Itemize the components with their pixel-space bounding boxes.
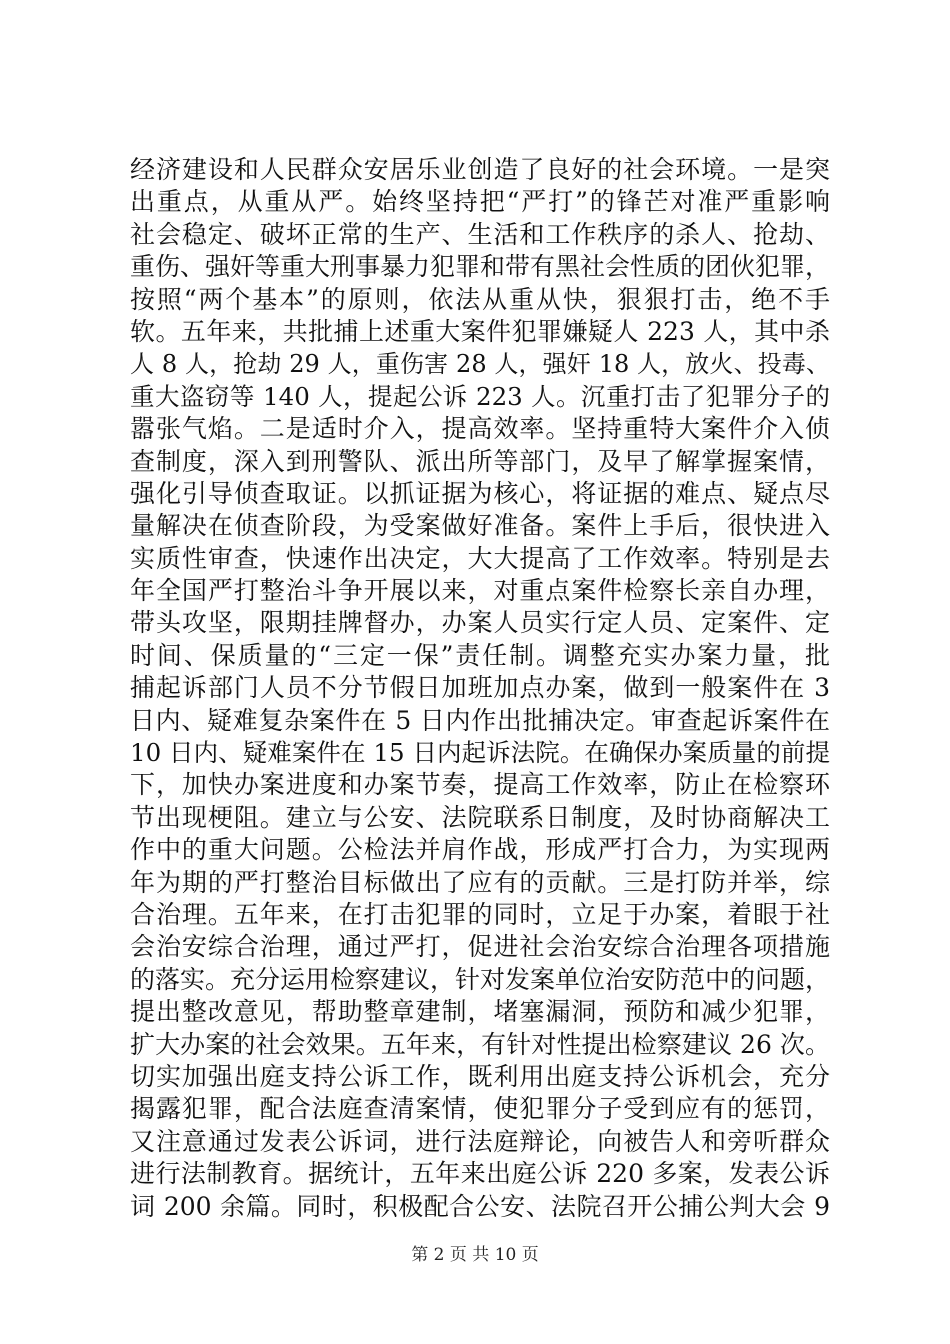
- text-line: 节出现梗阻。建立与公安、法院联系日制度，及时协商解决工: [130, 802, 830, 832]
- text-line: 年为期的严打整治目标做出了应有的贡献。三是打防并举，综: [130, 867, 830, 897]
- text-line: 的落实。充分运用检察建议，针对发案单位治安防范中的问题，: [130, 964, 831, 994]
- text-line: 嚣张气焰。二是适时介入，提高效率。坚持重特大案件介入侦: [130, 414, 830, 444]
- text-line: 时间、保质量的“三定一保”责任制。调整充实办案力量，批: [130, 640, 830, 670]
- page-footer: [0, 1240, 950, 1265]
- text-line: 揭露犯罪，配合法庭查清案情，使犯罪分子受到应有的惩罚，: [130, 1094, 830, 1124]
- text-line: 作中的重大问题。公检法并肩作战，形成严打合力，为实现两: [130, 835, 830, 865]
- text-line: 强化引导侦查取证。以抓证据为核心，将证据的难点、疑点尽: [130, 478, 830, 508]
- text-line: 经济建设和人民群众安居乐业创造了良好的社会环境。一是突: [130, 155, 830, 184]
- text-line: 扩大办案的社会效果。五年来，有针对性提出检察建议 26 次。: [130, 1029, 830, 1059]
- text-line: 带头攻坚，限期挂牌督办，办案人员实行定人员、定案件、定: [130, 608, 830, 638]
- text-line: 进行法制教育。据统计，五年来出庭公诉 220 多案，发表公诉: [130, 1159, 830, 1189]
- text-line: 下，加快办案进度和办案节奏，提高工作效率，防止在检察环: [130, 770, 830, 800]
- text-line: 会治安综合治理，通过严打，促进社会治安综合治理各项措施: [130, 932, 830, 962]
- text-line: 年全国严打整治斗争开展以来，对重点案件检察长亲自办理，: [130, 576, 830, 606]
- text-line: 合治理。五年来，在打击犯罪的同时，立足于办案，着眼于社: [130, 899, 830, 929]
- text-line: 量解决在侦查阶段，为受案做好准备。案件上手后，很快进入: [130, 511, 830, 541]
- text-line: 词 200 余篇。同时，积极配合公安、法院召开公捕公判大会 9: [130, 1191, 830, 1221]
- text-line: 10 日内、疑难案件在 15 日内起诉法院。在确保办案质量的前提: [130, 738, 830, 768]
- text-line: 切实加强出庭支持公诉工作，既利用出庭支持公诉机会，充分: [130, 1061, 830, 1091]
- text-line: 重大盗窃等 140 人，提起公诉 223 人。沉重打击了犯罪分子的: [130, 381, 830, 411]
- text-line: 社会稳定、破坏正常的生产、生活和工作秩序的杀人、抢劫、: [130, 219, 830, 249]
- text-line: 又注意通过发表公诉词，进行法庭辩论，向被告人和旁听群众: [130, 1126, 830, 1156]
- page-number: 第 2 页 共 10 页: [411, 1245, 539, 1265]
- text-line: 软。五年来，共批捕上述重大案件犯罪嫌疑人 223 人，其中杀: [130, 316, 830, 346]
- text-line: 出重点，从重从严。始终坚持把“严打”的锋芒对准严重影响: [130, 187, 830, 217]
- text-line: 按照“两个基本”的原则，依法从重从快，狠狠打击，绝不手: [130, 284, 830, 314]
- text-line: 重伤、强奸等重大刑事暴力犯罪和带有黑社会性质的团伙犯罪，: [130, 252, 831, 282]
- text-line: 实质性审查，快速作出决定，大大提高了工作效率。特别是去: [130, 543, 830, 573]
- text-line: 日内、疑难复杂案件在 5 日内作出批捕决定。审查起诉案件在: [130, 705, 830, 735]
- body-text: [130, 154, 830, 1223]
- text-line: 人 8 人，抢劫 29 人，重伤害 28 人，强奸 18 人，放火、投毒、: [130, 350, 830, 379]
- text-line: 捕起诉部门人员不分节假日加班加点办案，做到一般案件在 3: [130, 673, 830, 703]
- text-line: 提出整改意见，帮助整章建制，堵塞漏洞，预防和减少犯罪，: [130, 997, 830, 1027]
- text-line: 查制度，深入到刑警队、派出所等部门，及早了解掌握案情，: [130, 446, 830, 476]
